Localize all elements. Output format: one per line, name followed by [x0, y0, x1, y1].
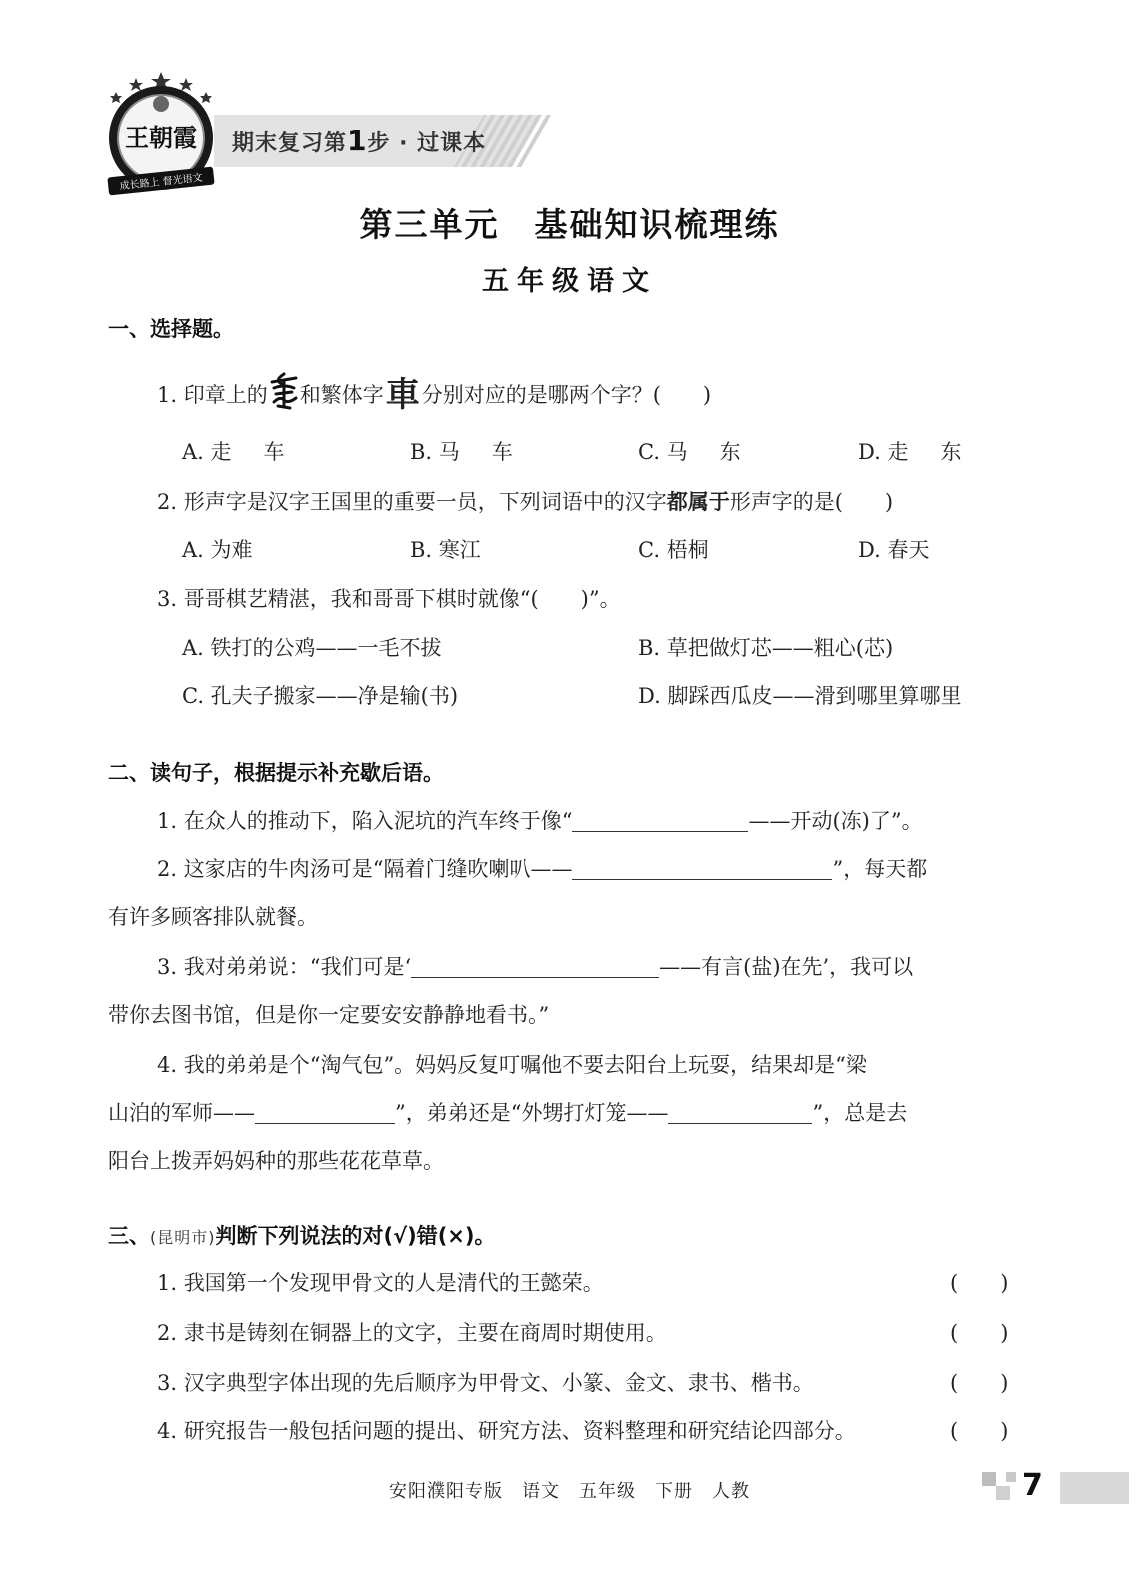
- option-3-c: C. 孔夫子搬家——净是输(书): [182, 684, 459, 708]
- header-banner-text: 期末复习第1步 · 过课本: [232, 124, 487, 157]
- page-number-bar: [1060, 1472, 1129, 1504]
- section-2-heading: 二、读句子，根据提示补充歇后语。: [108, 761, 444, 785]
- answer-blank[interactable]: [411, 956, 659, 978]
- option-2-d: D. 春天: [858, 538, 930, 562]
- option-2-a: A. 为难: [182, 538, 253, 562]
- answer-blank[interactable]: [572, 810, 748, 832]
- option-1-b: B. 马 车: [410, 440, 513, 464]
- judge-bracket[interactable]: ( ): [950, 1271, 1009, 1295]
- seal-script-glyph: [268, 372, 300, 410]
- option-3-a: A. 铁打的公鸡——一毛不拔: [182, 636, 442, 660]
- traditional-char: 車: [385, 375, 420, 415]
- option-1-c: C. 马 东: [638, 440, 741, 464]
- page-subtitle: 五年级语文: [482, 266, 657, 297]
- fill-2-4: 4. 我的弟弟是个“淘气包”。妈妈反复叮嘱他不要去阳台上玩耍，结果却是“梁: [157, 1053, 867, 1077]
- fill-2-1: 1. 在众人的推动下，陷入泥坑的汽车终于像“ ——开动(冻)了”。: [157, 809, 923, 833]
- decor-square: [982, 1472, 996, 1486]
- answer-blank[interactable]: [668, 1102, 812, 1124]
- judge-item-4: 4. 研究报告一般包括问题的提出、研究方法、资料整理和研究结论四部分。: [157, 1419, 856, 1443]
- judge-item-1: 1. 我国第一个发现甲骨文的人是清代的王懿荣。: [157, 1271, 604, 1295]
- footer-edition: 安阳濮阳专版 语文 五年级 下册 人教: [389, 1481, 750, 1502]
- fill-2-3-cont: 带你去图书馆，但是你一定要安安静静地看书。”: [108, 1003, 550, 1027]
- page-number: 7: [1022, 1468, 1043, 1503]
- option-3-b: B. 草把做灯芯——粗心(芯): [638, 636, 894, 660]
- judge-item-2: 2. 隶书是铸刻在铜器上的文字，主要在商周时期使用。: [157, 1321, 667, 1345]
- section-3-heading: 三、(昆明市)判断下列说法的对(√)错(×)。: [108, 1224, 496, 1248]
- fill-2-4-cont: 山泊的军师—— ”，弟弟还是“外甥打灯笼—— ”，总是去: [108, 1101, 908, 1125]
- fill-2-2: 2. 这家店的牛肉汤可是“隔着门缝吹喇叭—— ”，每天都: [157, 857, 928, 881]
- svg-text:王朝霞: 王朝霞: [125, 123, 197, 152]
- question-1-2: 2. 形声字是汉字王国里的重要一员，下列词语中的汉字都属于形声字的是( ): [157, 490, 894, 514]
- region-tag: (昆明市): [150, 1228, 216, 1247]
- option-1-d: D. 走 东: [858, 440, 962, 464]
- option-1-a: A. 走 车: [182, 440, 285, 464]
- judge-bracket[interactable]: ( ): [950, 1321, 1009, 1345]
- decor-square: [1006, 1472, 1016, 1482]
- page-title: 第三单元 基础知识梳理练: [359, 205, 780, 244]
- fill-2-3: 3. 我对弟弟说：“我们可是‘ ——有言(盐)在先’，我可以: [157, 955, 914, 979]
- judge-bracket[interactable]: ( ): [950, 1419, 1009, 1443]
- option-2-c: C. 梧桐: [638, 538, 709, 562]
- answer-blank[interactable]: [572, 858, 832, 880]
- fill-2-2-cont: 有许多顾客排队就餐。: [108, 905, 318, 929]
- option-3-d: D. 脚踩西瓜皮——滑到哪里算哪里: [638, 684, 962, 708]
- question-1-3: 3. 哥哥棋艺精湛，我和哥哥下棋时就像“( )”。: [157, 587, 621, 611]
- svg-text:成长路上 督光语文: 成长路上 督光语文: [119, 172, 204, 193]
- judge-bracket[interactable]: ( ): [950, 1371, 1009, 1395]
- brand-logo: [100, 70, 222, 196]
- question-1-1: 1. 印章上的 和繁体字車分别对应的是哪两个字？( ): [157, 372, 711, 410]
- decor-square: [996, 1486, 1010, 1500]
- fill-2-4-cont2: 阳台上拨弄妈妈种的那些花花草草。: [108, 1149, 444, 1173]
- section-1-heading: 一、选择题。: [108, 317, 234, 341]
- answer-blank[interactable]: [255, 1102, 395, 1124]
- judge-item-3: 3. 汉字典型字体出现的先后顺序为甲骨文、小篆、金文、隶书、楷书。: [157, 1371, 814, 1395]
- option-2-b: B. 寒江: [410, 538, 481, 562]
